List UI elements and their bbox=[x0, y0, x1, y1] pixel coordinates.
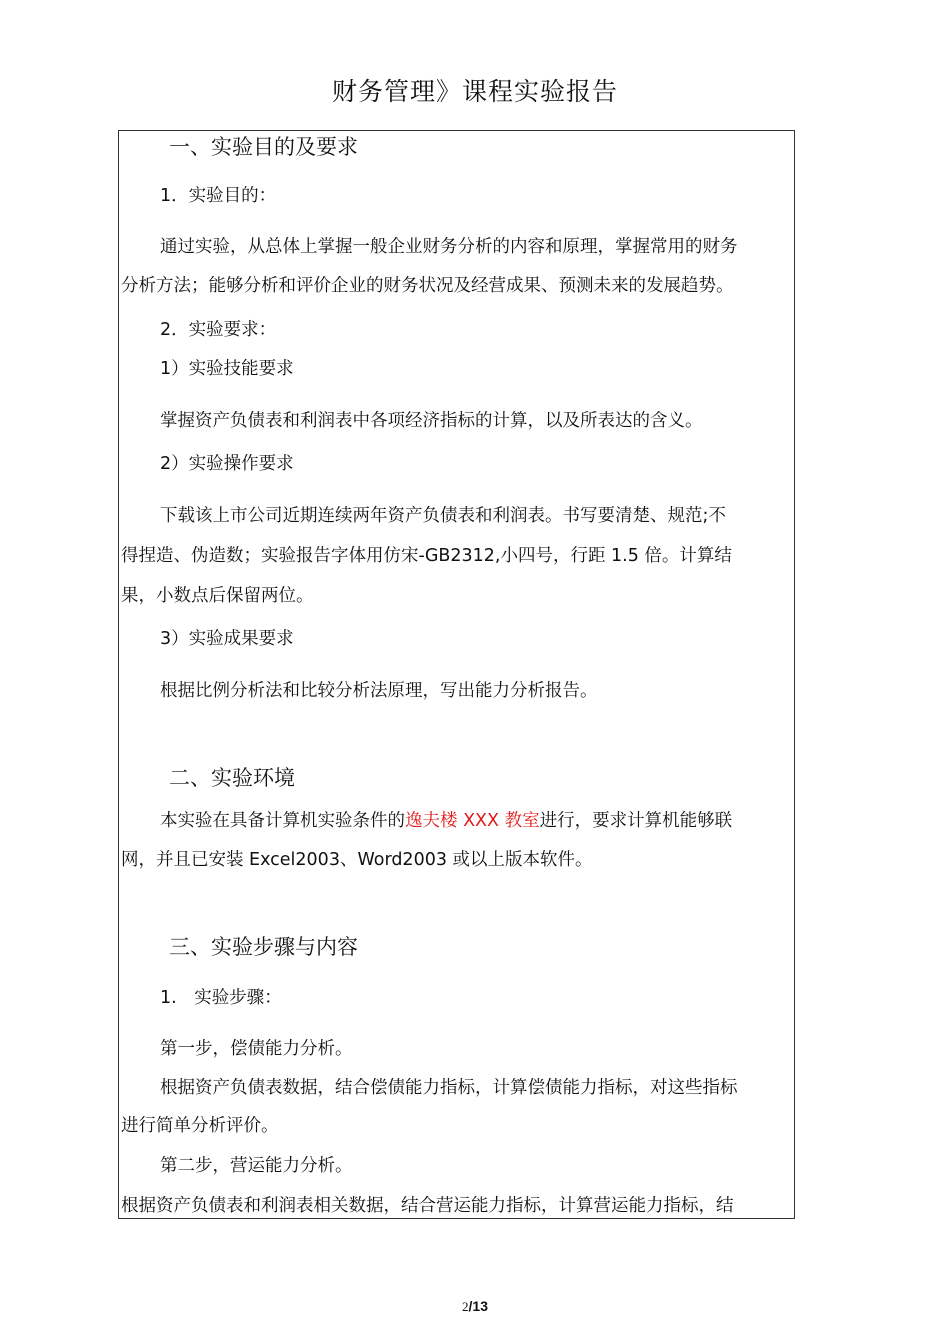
operation-line-1: 下载该上市公司近期连续两年资产负债表和利润表。书写要清楚、规范;不 bbox=[160, 506, 726, 526]
page-current: 2 bbox=[462, 1299, 469, 1314]
operation-line-3: 果，小数点后保留两位。 bbox=[121, 586, 314, 606]
page-total: /13 bbox=[468, 1298, 488, 1314]
section2-heading: 二、实验环境 bbox=[169, 766, 295, 790]
purpose-line-1: 通过实验，从总体上掌握一般企业财务分析的内容和原理，掌握常用的财务 bbox=[160, 237, 738, 257]
section3-heading: 三、实验步骤与内容 bbox=[169, 935, 358, 959]
step1-line-1: 根据资产负债表数据，结合偿债能力指标，计算偿债能力指标，对这些指标 bbox=[160, 1078, 738, 1098]
operation-requirement-label: 2）实验操作要求 bbox=[160, 454, 294, 474]
step1-title: 第一步，偿债能力分析。 bbox=[160, 1039, 353, 1059]
requirements-label: 2．实验要求： bbox=[160, 320, 277, 340]
steps-label: 1. 实验步骤： bbox=[160, 988, 282, 1008]
purpose-label: 1．实验目的： bbox=[160, 186, 277, 206]
report-table-frame bbox=[118, 130, 795, 1219]
environment-text-pre: 本实验在具备计算机实验条件的 bbox=[160, 811, 405, 831]
result-requirement-label: 3）实验成果要求 bbox=[160, 629, 294, 649]
classroom-highlight: 逸夫楼 XXX 教室 bbox=[405, 811, 540, 831]
step2-line-1: 根据资产负债表和利润表相关数据，结合营运能力指标，计算营运能力指标，结 bbox=[121, 1196, 734, 1216]
page-number bbox=[0, 1298, 950, 1315]
environment-line-2: 网，并且已安装 Excel2003、Word2003 或以上版本软件。 bbox=[121, 850, 593, 870]
result-requirement-text: 根据比例分析法和比较分析法原理，写出能力分析报告。 bbox=[160, 681, 598, 701]
operation-line-2: 得捏造、伪造数；实验报告字体用仿宋-GB2312,小四号，行距 1.5 倍。计算结 bbox=[121, 546, 732, 566]
skill-requirement-label: 1）实验技能要求 bbox=[160, 359, 294, 379]
step1-line-2: 进行简单分析评价。 bbox=[121, 1116, 279, 1136]
step2-title: 第二步，营运能力分析。 bbox=[160, 1156, 353, 1176]
environment-line-1 bbox=[160, 809, 732, 833]
document-title: 财务管理》课程实验报告 bbox=[331, 77, 618, 106]
purpose-line-2: 分析方法；能够分析和评价企业的财务状况及经营成果、预测未来的发展趋势。 bbox=[121, 276, 734, 296]
skill-requirement-text: 掌握资产负债表和利润表中各项经济指标的计算，以及所表达的含义。 bbox=[160, 411, 703, 431]
environment-text-post: 进行，要求计算机能够联 bbox=[539, 811, 733, 831]
section1-heading: 一、实验目的及要求 bbox=[169, 135, 358, 159]
